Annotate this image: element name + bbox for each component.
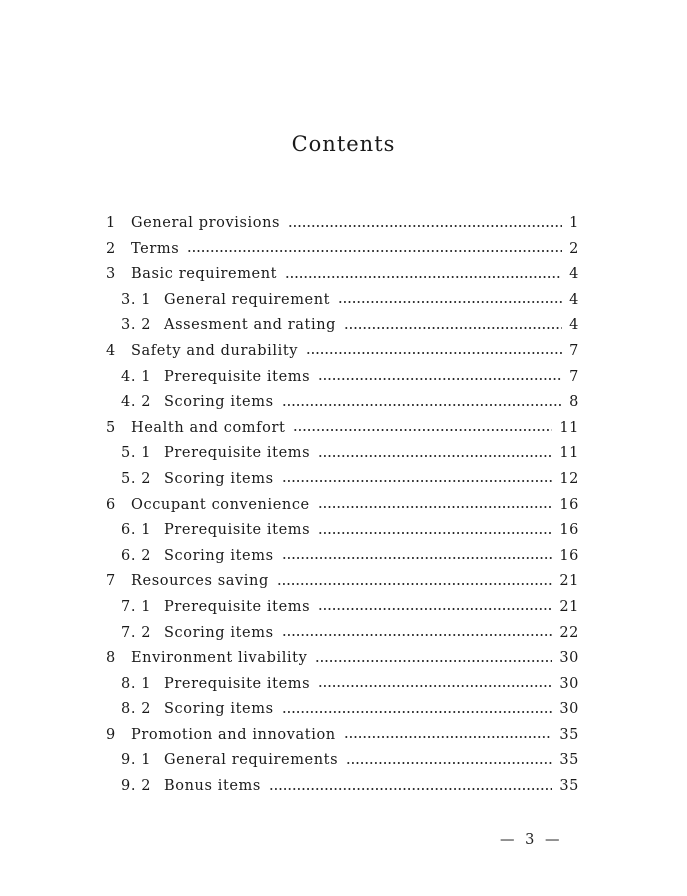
toc-entry-number: 7. 1 [121,598,152,615]
toc-entry-page: 11 [559,419,579,436]
toc-entry[interactable] [0,288,687,314]
page-number: — 3 — [500,832,563,848]
toc-entry-number: 8 [106,650,116,667]
toc-entry-number: 6. 1 [121,522,152,539]
toc-entry-page: 4 [569,317,579,334]
dot-leader [315,646,552,672]
dot-leader [277,569,552,595]
toc-entry-number: 1 [106,215,116,231]
toc-entry-title: Bonus items [164,778,261,795]
toc-entry-number: 3. 2 [121,317,152,334]
toc-entry-page: 7 [569,342,579,359]
toc-entry[interactable] [0,313,687,339]
toc-entry-number: 3. 1 [121,291,152,308]
toc-entry-page: 30 [559,701,579,718]
toc-entry[interactable] [0,621,687,647]
toc-entry-title: Promotion and innovation [131,726,336,743]
dot-leader [187,237,562,263]
toc-entry-number: 5. 1 [121,445,152,462]
toc-entry[interactable] [0,672,687,698]
dot-leader [346,748,552,774]
toc-entry-page: 8 [569,394,579,411]
toc-entry[interactable] [0,365,687,391]
dot-leader [318,595,552,621]
toc-entry[interactable] [0,441,687,467]
toc-entry-number: 9 [106,726,116,743]
toc-entry-title: Health and comfort [131,419,286,436]
dot-leader [344,313,562,339]
toc-entry[interactable] [0,646,687,672]
toc-entry-page: 21 [559,598,579,615]
toc-entry-page: 12 [559,470,579,487]
toc-entry-title: Prerequisite items [164,445,311,462]
dot-leader [282,697,552,723]
dot-leader [282,467,552,493]
toc-entry-number: 8. 1 [121,675,152,692]
toc-entry-page: 16 [559,522,579,539]
toc-entry-page: 35 [559,752,579,769]
dot-leader [282,621,552,647]
page-title: Contents [291,132,396,156]
toc-entry-title: Prerequisite items [164,522,311,539]
dot-leader [318,493,552,519]
toc-entry-title: Occupant convenience [131,496,310,513]
toc-entry-title: Scoring items [164,701,274,718]
toc-entry-title: Scoring items [164,624,274,641]
dot-leader [282,390,562,416]
toc-entry-title: General provisions [131,215,281,231]
dot-leader [282,544,552,570]
toc-entry-number: 8. 2 [121,701,152,718]
toc-entry[interactable] [0,339,687,365]
dot-leader [318,518,552,544]
toc-entry-title: Basic requirement [131,266,278,283]
toc-entry-page: 1 [569,215,579,231]
dot-leader [285,262,562,288]
toc-entry[interactable] [0,569,687,595]
toc-entry-page: 7 [569,368,579,385]
toc-entry-title: Prerequisite items [164,675,311,692]
dot-leader [344,723,552,749]
toc-entry-title: Prerequisite items [164,598,311,615]
toc-entry[interactable] [0,493,687,519]
toc-entry[interactable] [0,467,687,493]
toc-entry-title: Scoring items [164,394,274,411]
toc-entry-number: 9. 1 [121,752,152,769]
toc-entry[interactable] [0,262,687,288]
toc-entry-page: 22 [559,624,579,641]
toc-entry-number: 7 [106,573,116,590]
toc-entry-title: Environment livability [131,650,308,667]
toc-entry-title: Scoring items [164,547,274,564]
toc-entry-number: 6. 2 [121,547,152,564]
toc-entry[interactable] [0,723,687,749]
toc-entry-page: 30 [559,650,579,667]
toc-entry-page: 11 [559,445,579,462]
toc-entry-number: 9. 2 [121,778,152,795]
toc-entry-number: 7. 2 [121,624,152,641]
dot-leader [318,672,552,698]
dot-leader [318,441,552,467]
toc-entry-title: Terms [131,240,180,257]
toc-entry-page: 16 [559,547,579,564]
dot-leader [293,416,552,442]
toc-entry-number: 6 [106,496,116,513]
dot-leader [338,288,562,314]
toc-entry-page: 4 [569,266,579,283]
toc-entry-title: Resources saving [131,573,269,590]
toc-entry[interactable] [0,211,687,237]
toc-entry-page: 2 [569,240,579,257]
toc-entry-title: Safety and durability [131,342,299,359]
toc-entry-page: 30 [559,675,579,692]
toc-entry-page: 21 [559,573,579,590]
toc-entry-number: 5. 2 [121,470,152,487]
toc-entry-number: 4. 1 [121,368,152,385]
toc-entry-title: Prerequisite items [164,368,311,385]
toc-entry-page: 35 [559,726,579,743]
dot-leader [318,365,562,391]
dot-leader [269,774,552,800]
toc-entry-page: 4 [569,291,579,308]
toc-entry-page: 35 [559,778,579,795]
dot-leader [306,339,562,365]
toc-entry[interactable] [0,416,687,442]
toc-entry-number: 3 [106,266,116,283]
toc-entry-number: 2 [106,240,116,257]
toc-entry-title: General requirements [164,752,339,769]
toc-entry[interactable] [0,518,687,544]
toc-entry-title: General requirement [164,291,331,308]
toc-entry[interactable] [0,595,687,621]
toc-entry-number: 4. 2 [121,394,152,411]
table-of-contents [0,211,687,800]
toc-entry-number: 4 [106,342,116,359]
toc-entry[interactable] [0,237,687,263]
toc-entry-number: 5 [106,419,116,436]
dot-leader [288,211,562,237]
toc-entry-page: 16 [559,496,579,513]
toc-entry[interactable] [0,774,687,800]
toc-entry-title: Assesment and rating [164,317,337,334]
toc-entry[interactable] [0,390,687,416]
toc-entry[interactable] [0,544,687,570]
toc-entry-title: Scoring items [164,470,274,487]
toc-entry[interactable] [0,697,687,723]
toc-entry[interactable] [0,748,687,774]
